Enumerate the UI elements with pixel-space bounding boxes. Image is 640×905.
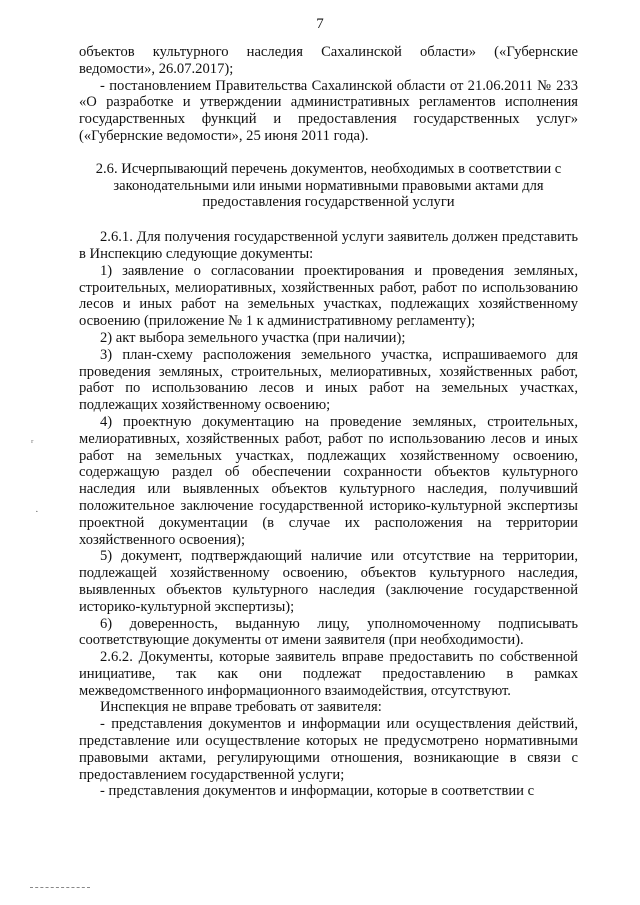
list-item-3: 3) план-схему расположения земельного участка, испрашиваемого для проведения земляных, строительных, мелиоративных, хозяйственных работ, работ по использованию лесов и иных работ на земельных участках, подлежащих хозяйственному освоению; [79, 346, 578, 414]
paragraph-inspection-restrictions: Инспекция не вправе требовать от заявителя: [100, 699, 382, 716]
restriction-item-2: - представления документов и информации, которые в соответствии с [100, 783, 535, 800]
list-item-2: 2) акт выбора земельного участка (при наличии); [100, 329, 406, 346]
document-body [79, 44, 578, 800]
list-item-1: 1) заявление о согласовании проектирования и проведения земляных, строительных, мелиоративных, хозяйственных работ, работ по использованию лесов и иных работ на земельных участках, подлежащих хозяйственному освоению (приложение № 1 к административному регламенту); [79, 262, 578, 330]
restriction-item-1: - представления документов и информации или осуществления действий, представление или осуществление которых не предусмотрено нормативными правовыми актами, регулирующими отношения, возникающие в связи с предоставлением государственной услуги; [79, 716, 578, 783]
section-heading-2-6: 2.6. Исчерпывающий перечень документов, необходимых в соответствии с законодательными или иными нормативными правовыми актами для предоставления государственной услуги [95, 160, 562, 211]
page-number: 7 [316, 16, 324, 32]
scan-artifact-mark: ʳ [31, 437, 34, 449]
paragraph-resolution-233: - постановлением Правительства Сахалинской области от 21.06.2011 № 233 «О разработке и утверждении административных регламентов исполнения государственных функций и предоставления государственных услуг» («Губернские ведомости», 25 июня 2011 года). [79, 77, 578, 144]
paragraph-2-6-1: 2.6.1. Для получения государственной услуги заявитель должен представить в Инспекцию следующие документы: [79, 229, 578, 262]
list-item-4: 4) проектную документацию на проведение земляных, строительных, мелиоративных, хозяйственных работ, работ по использованию лесов и иных работ на земельных участках, подлежащих хозяйственному освоению, содержащую раздел об обеспечении сохранности объектов культурного наследия или выявленных объектов культурного наследия, получивший положительное заключение государственной историко-культурной экспертизы проектной документации (в случае их расположения на территории хозяйственного освоения); [79, 413, 578, 548]
scan-artifact-dot: · [35, 506, 39, 518]
paragraph-continuation: объектов культурного наследия Сахалинской области» («Губернские ведомости», 26.07.2017); [79, 44, 578, 77]
list-item-5: 5) документ, подтверждающий наличие или отсутствие на территории, подлежащей хозяйственному освоению, объектов культурного наследия, выявленных объектов культурного наследия (заключение государственной историко-культурной экспертизы); [79, 548, 578, 615]
paragraph-2-6-2: 2.6.2. Документы, которые заявитель вправе предоставить по собственной инициативе, так как они подлежат предоставлению в рамках межведомственного информационного взаимодействия, отсутствуют. [79, 649, 578, 699]
scan-artifact-line [30, 887, 90, 888]
list-item-6: 6) доверенность, выданную лицу, уполномоченному подписывать соответствующие документы от имени заявителя (при необходимости). [79, 615, 578, 649]
